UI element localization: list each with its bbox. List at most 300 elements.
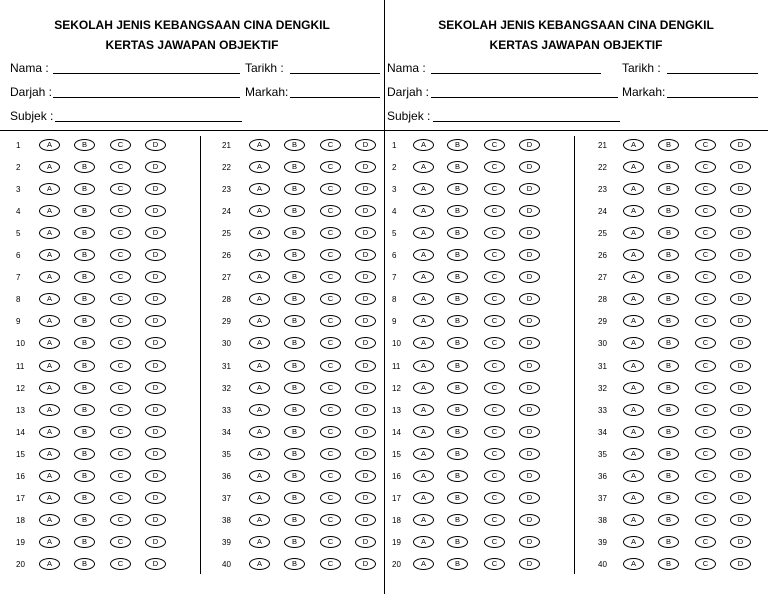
answer-bubble-d[interactable]: D: [730, 337, 751, 349]
answer-bubble-d[interactable]: D: [519, 271, 540, 283]
answer-bubble-b[interactable]: B: [74, 315, 95, 327]
answer-bubble-b[interactable]: B: [658, 293, 679, 305]
answer-bubble-b[interactable]: B: [74, 337, 95, 349]
answer-bubble-b[interactable]: B: [284, 426, 305, 438]
answer-bubble-a[interactable]: A: [623, 271, 644, 283]
answer-bubble-b[interactable]: B: [447, 161, 468, 173]
answer-bubble-a[interactable]: A: [413, 360, 434, 372]
answer-bubble-d[interactable]: D: [355, 205, 376, 217]
answer-bubble-d[interactable]: D: [519, 249, 540, 261]
answer-bubble-b[interactable]: B: [284, 337, 305, 349]
answer-bubble-b[interactable]: B: [658, 382, 679, 394]
answer-bubble-c[interactable]: C: [320, 205, 341, 217]
answer-bubble-b[interactable]: B: [447, 205, 468, 217]
answer-bubble-a[interactable]: A: [249, 161, 270, 173]
answer-bubble-c[interactable]: C: [484, 161, 505, 173]
answer-bubble-c[interactable]: C: [110, 360, 131, 372]
answer-bubble-d[interactable]: D: [355, 492, 376, 504]
answer-bubble-d[interactable]: D: [145, 249, 166, 261]
answer-bubble-c[interactable]: C: [320, 139, 341, 151]
answer-bubble-b[interactable]: B: [284, 249, 305, 261]
answer-bubble-c[interactable]: C: [320, 514, 341, 526]
answer-bubble-c[interactable]: C: [695, 426, 716, 438]
answer-bubble-a[interactable]: A: [623, 139, 644, 151]
answer-bubble-b[interactable]: B: [658, 470, 679, 482]
answer-bubble-c[interactable]: C: [695, 448, 716, 460]
answer-bubble-c[interactable]: C: [320, 558, 341, 570]
answer-bubble-a[interactable]: A: [249, 337, 270, 349]
answer-bubble-a[interactable]: A: [623, 448, 644, 460]
answer-bubble-d[interactable]: D: [355, 558, 376, 570]
answer-bubble-d[interactable]: D: [145, 293, 166, 305]
answer-bubble-b[interactable]: B: [658, 536, 679, 548]
answer-bubble-c[interactable]: C: [695, 161, 716, 173]
answer-bubble-c[interactable]: C: [320, 293, 341, 305]
answer-bubble-a[interactable]: A: [413, 183, 434, 195]
answer-bubble-b[interactable]: B: [658, 183, 679, 195]
answer-bubble-d[interactable]: D: [145, 139, 166, 151]
answer-bubble-c[interactable]: C: [110, 514, 131, 526]
answer-bubble-b[interactable]: B: [658, 337, 679, 349]
answer-bubble-b[interactable]: B: [74, 293, 95, 305]
answer-bubble-a[interactable]: A: [249, 205, 270, 217]
answer-bubble-a[interactable]: A: [249, 183, 270, 195]
answer-bubble-a[interactable]: A: [249, 360, 270, 372]
answer-bubble-d[interactable]: D: [519, 536, 540, 548]
answer-bubble-b[interactable]: B: [284, 382, 305, 394]
answer-bubble-a[interactable]: A: [39, 227, 60, 239]
answer-bubble-d[interactable]: D: [519, 448, 540, 460]
answer-bubble-b[interactable]: B: [447, 514, 468, 526]
answer-bubble-a[interactable]: A: [249, 293, 270, 305]
answer-bubble-d[interactable]: D: [145, 315, 166, 327]
answer-bubble-d[interactable]: D: [355, 404, 376, 416]
answer-bubble-b[interactable]: B: [658, 492, 679, 504]
answer-bubble-c[interactable]: C: [484, 337, 505, 349]
answer-bubble-d[interactable]: D: [355, 514, 376, 526]
answer-bubble-a[interactable]: A: [249, 514, 270, 526]
answer-bubble-d[interactable]: D: [145, 382, 166, 394]
answer-bubble-b[interactable]: B: [284, 492, 305, 504]
answer-bubble-c[interactable]: C: [320, 161, 341, 173]
answer-bubble-c[interactable]: C: [484, 293, 505, 305]
answer-bubble-d[interactable]: D: [355, 448, 376, 460]
answer-bubble-d[interactable]: D: [730, 492, 751, 504]
answer-bubble-a[interactable]: A: [413, 227, 434, 239]
answer-bubble-b[interactable]: B: [447, 492, 468, 504]
answer-bubble-b[interactable]: B: [284, 514, 305, 526]
answer-bubble-d[interactable]: D: [145, 536, 166, 548]
answer-bubble-c[interactable]: C: [110, 271, 131, 283]
answer-bubble-a[interactable]: A: [249, 536, 270, 548]
answer-bubble-d[interactable]: D: [730, 139, 751, 151]
answer-bubble-d[interactable]: D: [145, 161, 166, 173]
answer-bubble-b[interactable]: B: [447, 470, 468, 482]
answer-bubble-c[interactable]: C: [110, 249, 131, 261]
darjah-field[interactable]: [431, 97, 618, 98]
answer-bubble-c[interactable]: C: [110, 293, 131, 305]
answer-bubble-d[interactable]: D: [355, 271, 376, 283]
answer-bubble-c[interactable]: C: [110, 337, 131, 349]
answer-bubble-b[interactable]: B: [447, 271, 468, 283]
answer-bubble-d[interactable]: D: [519, 139, 540, 151]
subjek-field[interactable]: [433, 121, 620, 122]
darjah-field[interactable]: [53, 97, 240, 98]
answer-bubble-c[interactable]: C: [695, 227, 716, 239]
answer-bubble-a[interactable]: A: [623, 249, 644, 261]
answer-bubble-a[interactable]: A: [249, 426, 270, 438]
answer-bubble-c[interactable]: C: [484, 514, 505, 526]
answer-bubble-a[interactable]: A: [249, 227, 270, 239]
answer-bubble-b[interactable]: B: [447, 382, 468, 394]
answer-bubble-d[interactable]: D: [730, 183, 751, 195]
answer-bubble-c[interactable]: C: [484, 492, 505, 504]
answer-bubble-d[interactable]: D: [519, 514, 540, 526]
answer-bubble-c[interactable]: C: [484, 249, 505, 261]
answer-bubble-b[interactable]: B: [284, 315, 305, 327]
answer-bubble-d[interactable]: D: [730, 536, 751, 548]
answer-bubble-b[interactable]: B: [658, 161, 679, 173]
answer-bubble-a[interactable]: A: [413, 315, 434, 327]
answer-bubble-b[interactable]: B: [284, 536, 305, 548]
answer-bubble-c[interactable]: C: [320, 271, 341, 283]
answer-bubble-a[interactable]: A: [39, 426, 60, 438]
answer-bubble-b[interactable]: B: [658, 558, 679, 570]
answer-bubble-b[interactable]: B: [74, 536, 95, 548]
answer-bubble-c[interactable]: C: [484, 139, 505, 151]
answer-bubble-c[interactable]: C: [320, 315, 341, 327]
answer-bubble-a[interactable]: A: [249, 492, 270, 504]
answer-bubble-d[interactable]: D: [355, 293, 376, 305]
answer-bubble-b[interactable]: B: [447, 227, 468, 239]
answer-bubble-c[interactable]: C: [110, 161, 131, 173]
answer-bubble-c[interactable]: C: [695, 536, 716, 548]
answer-bubble-a[interactable]: A: [39, 183, 60, 195]
answer-bubble-a[interactable]: A: [39, 271, 60, 283]
answer-bubble-b[interactable]: B: [74, 404, 95, 416]
answer-bubble-b[interactable]: B: [74, 205, 95, 217]
answer-bubble-b[interactable]: B: [447, 315, 468, 327]
answer-bubble-a[interactable]: A: [249, 382, 270, 394]
answer-bubble-d[interactable]: D: [145, 514, 166, 526]
answer-bubble-b[interactable]: B: [284, 139, 305, 151]
answer-bubble-b[interactable]: B: [658, 249, 679, 261]
answer-bubble-d[interactable]: D: [730, 404, 751, 416]
answer-bubble-d[interactable]: D: [730, 514, 751, 526]
answer-bubble-a[interactable]: A: [39, 492, 60, 504]
answer-bubble-d[interactable]: D: [730, 271, 751, 283]
answer-bubble-d[interactable]: D: [519, 205, 540, 217]
answer-bubble-b[interactable]: B: [74, 139, 95, 151]
answer-bubble-b[interactable]: B: [74, 426, 95, 438]
answer-bubble-a[interactable]: A: [413, 139, 434, 151]
answer-bubble-d[interactable]: D: [730, 293, 751, 305]
answer-bubble-c[interactable]: C: [484, 382, 505, 394]
answer-bubble-c[interactable]: C: [110, 470, 131, 482]
answer-bubble-a[interactable]: A: [413, 404, 434, 416]
answer-bubble-c[interactable]: C: [320, 183, 341, 195]
answer-bubble-d[interactable]: D: [519, 558, 540, 570]
answer-bubble-a[interactable]: A: [623, 360, 644, 372]
answer-bubble-b[interactable]: B: [284, 293, 305, 305]
answer-bubble-c[interactable]: C: [484, 448, 505, 460]
answer-bubble-d[interactable]: D: [355, 227, 376, 239]
answer-bubble-a[interactable]: A: [249, 470, 270, 482]
answer-bubble-a[interactable]: A: [623, 337, 644, 349]
answer-bubble-a[interactable]: A: [413, 426, 434, 438]
answer-bubble-a[interactable]: A: [39, 448, 60, 460]
answer-bubble-b[interactable]: B: [658, 227, 679, 239]
answer-bubble-c[interactable]: C: [484, 536, 505, 548]
answer-bubble-d[interactable]: D: [355, 139, 376, 151]
answer-bubble-a[interactable]: A: [623, 558, 644, 570]
answer-bubble-a[interactable]: A: [249, 315, 270, 327]
answer-bubble-a[interactable]: A: [413, 271, 434, 283]
answer-bubble-b[interactable]: B: [447, 404, 468, 416]
answer-bubble-b[interactable]: B: [284, 448, 305, 460]
answer-bubble-c[interactable]: C: [695, 293, 716, 305]
answer-bubble-b[interactable]: B: [284, 205, 305, 217]
answer-bubble-b[interactable]: B: [447, 360, 468, 372]
answer-bubble-a[interactable]: A: [623, 183, 644, 195]
answer-bubble-c[interactable]: C: [320, 536, 341, 548]
answer-bubble-a[interactable]: A: [623, 514, 644, 526]
answer-bubble-b[interactable]: B: [74, 271, 95, 283]
answer-bubble-c[interactable]: C: [484, 205, 505, 217]
answer-bubble-a[interactable]: A: [623, 293, 644, 305]
answer-bubble-c[interactable]: C: [695, 271, 716, 283]
answer-bubble-a[interactable]: A: [249, 404, 270, 416]
answer-bubble-d[interactable]: D: [519, 360, 540, 372]
answer-bubble-c[interactable]: C: [110, 558, 131, 570]
answer-bubble-b[interactable]: B: [74, 558, 95, 570]
answer-bubble-b[interactable]: B: [284, 161, 305, 173]
answer-bubble-c[interactable]: C: [484, 360, 505, 372]
answer-bubble-b[interactable]: B: [284, 470, 305, 482]
answer-bubble-c[interactable]: C: [320, 470, 341, 482]
answer-bubble-d[interactable]: D: [145, 271, 166, 283]
answer-bubble-c[interactable]: C: [484, 426, 505, 438]
answer-bubble-d[interactable]: D: [145, 205, 166, 217]
answer-bubble-b[interactable]: B: [284, 404, 305, 416]
answer-bubble-a[interactable]: A: [39, 205, 60, 217]
answer-bubble-c[interactable]: C: [484, 404, 505, 416]
answer-bubble-b[interactable]: B: [658, 271, 679, 283]
answer-bubble-b[interactable]: B: [447, 183, 468, 195]
answer-bubble-a[interactable]: A: [413, 448, 434, 460]
answer-bubble-c[interactable]: C: [695, 360, 716, 372]
answer-bubble-d[interactable]: D: [519, 337, 540, 349]
answer-bubble-d[interactable]: D: [519, 426, 540, 438]
answer-bubble-c[interactable]: C: [695, 492, 716, 504]
answer-bubble-d[interactable]: D: [355, 470, 376, 482]
answer-bubble-a[interactable]: A: [39, 293, 60, 305]
answer-bubble-d[interactable]: D: [145, 558, 166, 570]
answer-bubble-a[interactable]: A: [39, 360, 60, 372]
nama-field[interactable]: [431, 73, 601, 74]
answer-bubble-b[interactable]: B: [447, 536, 468, 548]
answer-bubble-d[interactable]: D: [355, 536, 376, 548]
answer-bubble-a[interactable]: A: [413, 382, 434, 394]
answer-bubble-b[interactable]: B: [284, 183, 305, 195]
answer-bubble-d[interactable]: D: [355, 426, 376, 438]
answer-bubble-c[interactable]: C: [484, 558, 505, 570]
answer-bubble-c[interactable]: C: [110, 426, 131, 438]
answer-bubble-c[interactable]: C: [484, 183, 505, 195]
answer-bubble-c[interactable]: C: [484, 315, 505, 327]
answer-bubble-d[interactable]: D: [730, 426, 751, 438]
answer-bubble-d[interactable]: D: [730, 161, 751, 173]
answer-bubble-c[interactable]: C: [110, 382, 131, 394]
answer-bubble-a[interactable]: A: [623, 492, 644, 504]
answer-bubble-b[interactable]: B: [74, 183, 95, 195]
answer-bubble-b[interactable]: B: [74, 492, 95, 504]
answer-bubble-b[interactable]: B: [284, 360, 305, 372]
answer-bubble-c[interactable]: C: [695, 205, 716, 217]
answer-bubble-b[interactable]: B: [284, 271, 305, 283]
answer-bubble-a[interactable]: A: [39, 337, 60, 349]
markah-field[interactable]: [667, 97, 758, 98]
answer-bubble-c[interactable]: C: [695, 315, 716, 327]
answer-bubble-b[interactable]: B: [447, 558, 468, 570]
answer-bubble-c[interactable]: C: [110, 183, 131, 195]
answer-bubble-a[interactable]: A: [413, 470, 434, 482]
answer-bubble-d[interactable]: D: [730, 470, 751, 482]
answer-bubble-d[interactable]: D: [730, 205, 751, 217]
answer-bubble-d[interactable]: D: [730, 360, 751, 372]
answer-bubble-b[interactable]: B: [658, 205, 679, 217]
answer-bubble-c[interactable]: C: [695, 337, 716, 349]
answer-bubble-a[interactable]: A: [413, 558, 434, 570]
answer-bubble-a[interactable]: A: [249, 249, 270, 261]
answer-bubble-c[interactable]: C: [320, 492, 341, 504]
answer-bubble-d[interactable]: D: [355, 360, 376, 372]
answer-bubble-b[interactable]: B: [658, 426, 679, 438]
answer-bubble-a[interactable]: A: [623, 536, 644, 548]
answer-bubble-a[interactable]: A: [39, 249, 60, 261]
answer-bubble-b[interactable]: B: [74, 382, 95, 394]
answer-bubble-b[interactable]: B: [447, 139, 468, 151]
answer-bubble-c[interactable]: C: [320, 404, 341, 416]
answer-bubble-b[interactable]: B: [658, 514, 679, 526]
answer-bubble-b[interactable]: B: [658, 315, 679, 327]
answer-bubble-b[interactable]: B: [74, 249, 95, 261]
answer-bubble-a[interactable]: A: [39, 514, 60, 526]
answer-bubble-c[interactable]: C: [320, 448, 341, 460]
answer-bubble-d[interactable]: D: [519, 227, 540, 239]
answer-bubble-c[interactable]: C: [110, 536, 131, 548]
answer-bubble-a[interactable]: A: [39, 404, 60, 416]
answer-bubble-a[interactable]: A: [249, 448, 270, 460]
answer-bubble-d[interactable]: D: [519, 492, 540, 504]
answer-bubble-a[interactable]: A: [413, 536, 434, 548]
answer-bubble-b[interactable]: B: [658, 139, 679, 151]
answer-bubble-d[interactable]: D: [145, 448, 166, 460]
answer-bubble-b[interactable]: B: [284, 558, 305, 570]
nama-field[interactable]: [53, 73, 240, 74]
answer-bubble-d[interactable]: D: [730, 558, 751, 570]
tarikh-field[interactable]: [290, 73, 380, 74]
answer-bubble-b[interactable]: B: [447, 426, 468, 438]
answer-bubble-a[interactable]: A: [413, 337, 434, 349]
answer-bubble-b[interactable]: B: [74, 161, 95, 173]
answer-bubble-b[interactable]: B: [74, 514, 95, 526]
answer-bubble-a[interactable]: A: [39, 558, 60, 570]
answer-bubble-c[interactable]: C: [695, 470, 716, 482]
answer-bubble-b[interactable]: B: [658, 448, 679, 460]
answer-bubble-c[interactable]: C: [320, 249, 341, 261]
answer-bubble-a[interactable]: A: [413, 492, 434, 504]
answer-bubble-d[interactable]: D: [730, 382, 751, 394]
answer-bubble-b[interactable]: B: [447, 293, 468, 305]
answer-bubble-a[interactable]: A: [413, 249, 434, 261]
answer-bubble-b[interactable]: B: [74, 360, 95, 372]
answer-bubble-a[interactable]: A: [623, 161, 644, 173]
answer-bubble-d[interactable]: D: [355, 337, 376, 349]
tarikh-field[interactable]: [667, 73, 758, 74]
answer-bubble-c[interactable]: C: [695, 558, 716, 570]
answer-bubble-d[interactable]: D: [355, 315, 376, 327]
answer-bubble-a[interactable]: A: [413, 514, 434, 526]
answer-bubble-a[interactable]: A: [39, 536, 60, 548]
answer-bubble-a[interactable]: A: [39, 382, 60, 394]
answer-bubble-a[interactable]: A: [413, 161, 434, 173]
answer-bubble-d[interactable]: D: [145, 426, 166, 438]
answer-bubble-d[interactable]: D: [145, 227, 166, 239]
answer-bubble-a[interactable]: A: [623, 315, 644, 327]
answer-bubble-d[interactable]: D: [730, 315, 751, 327]
answer-bubble-a[interactable]: A: [623, 404, 644, 416]
answer-bubble-b[interactable]: B: [74, 448, 95, 460]
answer-bubble-c[interactable]: C: [695, 382, 716, 394]
answer-bubble-a[interactable]: A: [39, 161, 60, 173]
answer-bubble-a[interactable]: A: [623, 227, 644, 239]
answer-bubble-c[interactable]: C: [484, 470, 505, 482]
answer-bubble-c[interactable]: C: [484, 271, 505, 283]
answer-bubble-c[interactable]: C: [695, 249, 716, 261]
answer-bubble-a[interactable]: A: [249, 271, 270, 283]
answer-bubble-a[interactable]: A: [413, 205, 434, 217]
answer-bubble-b[interactable]: B: [74, 470, 95, 482]
answer-bubble-b[interactable]: B: [447, 448, 468, 460]
answer-bubble-d[interactable]: D: [519, 404, 540, 416]
answer-bubble-d[interactable]: D: [519, 183, 540, 195]
answer-bubble-d[interactable]: D: [145, 337, 166, 349]
answer-bubble-c[interactable]: C: [320, 337, 341, 349]
answer-bubble-c[interactable]: C: [110, 492, 131, 504]
answer-bubble-b[interactable]: B: [658, 360, 679, 372]
answer-bubble-a[interactable]: A: [39, 470, 60, 482]
answer-bubble-d[interactable]: D: [519, 315, 540, 327]
answer-bubble-c[interactable]: C: [110, 404, 131, 416]
answer-bubble-d[interactable]: D: [730, 448, 751, 460]
answer-bubble-c[interactable]: C: [695, 139, 716, 151]
answer-bubble-a[interactable]: A: [39, 315, 60, 327]
answer-bubble-c[interactable]: C: [695, 514, 716, 526]
answer-bubble-a[interactable]: A: [623, 382, 644, 394]
answer-bubble-c[interactable]: C: [484, 227, 505, 239]
answer-bubble-c[interactable]: C: [110, 315, 131, 327]
answer-bubble-a[interactable]: A: [623, 470, 644, 482]
answer-bubble-d[interactable]: D: [730, 249, 751, 261]
answer-bubble-d[interactable]: D: [519, 382, 540, 394]
answer-bubble-d[interactable]: D: [145, 492, 166, 504]
answer-bubble-a[interactable]: A: [623, 426, 644, 438]
answer-bubble-d[interactable]: D: [145, 470, 166, 482]
markah-field[interactable]: [290, 97, 380, 98]
answer-bubble-d[interactable]: D: [145, 360, 166, 372]
answer-bubble-d[interactable]: D: [355, 161, 376, 173]
